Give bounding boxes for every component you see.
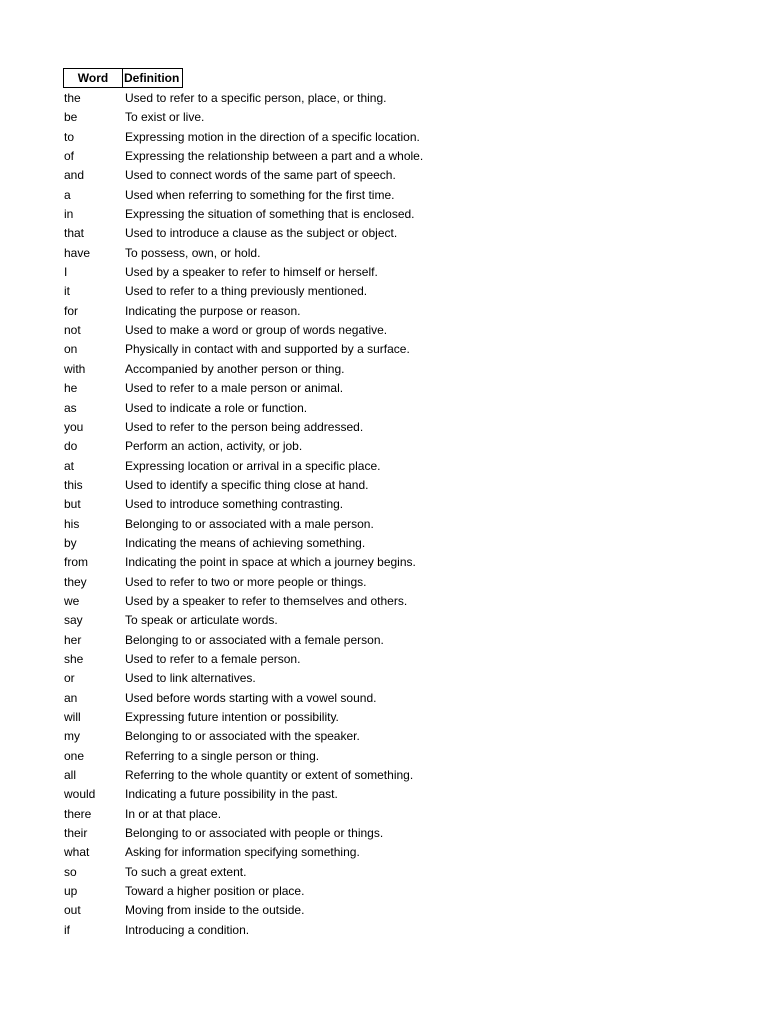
word-cell[interactable]: do (64, 439, 78, 454)
word-cell[interactable]: he (64, 381, 78, 396)
table-row (63, 476, 483, 495)
definition-cell[interactable]: Belonging to or associated with a female person. (125, 632, 384, 647)
table-row (63, 379, 483, 398)
definition-cell[interactable]: Used to connect words of the same part of speech. (125, 168, 396, 183)
word-cell[interactable]: and (64, 168, 85, 183)
definition-cell[interactable]: Toward a higher position or place. (125, 884, 305, 899)
definition-cell[interactable]: Used by a speaker to refer to themselves and others. (125, 593, 408, 608)
word-cell[interactable]: on (64, 342, 78, 357)
table-row (63, 321, 483, 340)
table-row (63, 437, 483, 456)
definition-cell[interactable]: Used to refer to two or more people or things. (125, 574, 367, 589)
word-cell[interactable]: I (64, 265, 68, 280)
word-cell[interactable]: out (64, 903, 81, 918)
word-cell[interactable]: that (64, 226, 85, 241)
definition-cell[interactable]: Used to make a word or group of words negative. (125, 323, 388, 338)
table-row (63, 147, 483, 166)
definition-cell[interactable]: Expressing the relationship between a part and a whole. (125, 149, 424, 164)
table-row (63, 205, 483, 224)
definition-cell[interactable]: Used to refer to the person being addressed. (125, 419, 364, 434)
table-row (63, 553, 483, 572)
definition-cell[interactable]: Used to identify a specific thing close at hand. (125, 477, 369, 492)
table-row (63, 901, 483, 920)
word-cell[interactable]: will (64, 710, 81, 724)
word-cell[interactable]: my (64, 729, 80, 744)
table-row (63, 108, 483, 127)
table-header-row (63, 68, 483, 88)
word-cell[interactable]: we (64, 593, 80, 608)
word-cell[interactable]: at (64, 458, 75, 473)
definition-cell[interactable]: To speak or articulate words. (125, 613, 278, 628)
definition-cell[interactable]: Referring to a single person or thing. (125, 748, 320, 763)
word-cell[interactable]: what (64, 845, 90, 860)
word-cell[interactable]: for (64, 303, 79, 318)
word-cell[interactable]: there (64, 806, 92, 821)
definition-cell[interactable]: To exist or live. (125, 110, 205, 125)
word-cell[interactable]: an (64, 690, 78, 705)
table-row (63, 302, 483, 321)
table-row (63, 263, 483, 282)
definition-cell[interactable]: Referring to the whole quantity or extent of something. (125, 768, 414, 783)
word-definition-table (63, 68, 483, 940)
definition-cell[interactable]: Used to introduce a clause as the subject or object. (125, 226, 398, 241)
word-cell[interactable]: they (64, 574, 87, 589)
table-row (63, 766, 483, 785)
table-row (63, 863, 483, 882)
definition-cell[interactable]: Used to refer to a specific person, place, or thing. (125, 91, 387, 105)
table-row (63, 650, 483, 669)
table-row (63, 611, 483, 630)
word-cell[interactable]: have (64, 245, 91, 260)
table-row (63, 224, 483, 243)
definition-cell[interactable]: Expressing future intention or possibility. (125, 710, 339, 724)
definition-cell[interactable]: Perform an action, activity, or job. (125, 439, 303, 454)
word-cell[interactable]: the (64, 91, 81, 105)
word-cell[interactable]: to (64, 129, 75, 144)
table-row (63, 921, 483, 940)
table-row (63, 573, 483, 592)
definition-cell[interactable]: Accompanied by another person or thing. (125, 361, 345, 376)
definition-cell[interactable]: Belonging to or associated with the speaker. (125, 729, 360, 744)
table-row (63, 360, 483, 379)
word-cell[interactable]: not (64, 323, 81, 338)
definition-cell[interactable]: To possess, own, or hold. (125, 245, 261, 260)
definition-cell[interactable]: Used to indicate a role or function. (125, 400, 308, 415)
definition-cell[interactable]: Belonging to or associated with a male person. (125, 516, 374, 531)
definition-cell[interactable]: Belonging to or associated with people or things. (125, 826, 384, 841)
table-row (63, 708, 483, 727)
word-cell[interactable]: as (64, 400, 77, 415)
word-cell[interactable]: if (64, 922, 70, 937)
table-row (63, 515, 483, 534)
word-cell[interactable]: one (64, 748, 85, 763)
definition-cell[interactable]: To such a great extent. (125, 864, 247, 879)
definition-cell[interactable]: Used to link alternatives. (125, 671, 256, 686)
word-cell[interactable]: say (64, 613, 83, 628)
definition-cell[interactable]: Used to introduce something contrasting. (125, 497, 344, 512)
table-row (63, 166, 483, 185)
definition-cell[interactable]: Used to refer to a thing previously mentioned. (125, 284, 368, 299)
definition-cell[interactable]: Used before words starting with a vowel sound. (125, 690, 377, 705)
header-word[interactable]: Word (63, 68, 123, 88)
table-row (63, 89, 483, 108)
word-cell[interactable]: up (64, 884, 78, 899)
word-cell[interactable]: a (64, 187, 71, 202)
table-row (63, 186, 483, 205)
table-row (63, 843, 483, 862)
table-row (63, 495, 483, 514)
table-row (63, 244, 483, 263)
word-cell[interactable]: by (64, 535, 77, 550)
table-row (63, 747, 483, 766)
table-row (63, 882, 483, 901)
definition-cell[interactable]: Expressing the situation of something that is enclosed. (125, 207, 415, 222)
word-cell[interactable]: it (64, 284, 70, 299)
word-cell[interactable]: would (64, 787, 96, 802)
table-row (63, 418, 483, 437)
header-definition[interactable]: Definition (122, 68, 183, 88)
definition-cell[interactable]: Physically in contact with and supported by a surface. (125, 342, 410, 357)
table-row (63, 592, 483, 611)
definition-cell[interactable]: Expressing motion in the direction of a specific location. (125, 129, 420, 144)
definition-cell[interactable]: Indicating the means of achieving something. (125, 535, 366, 550)
word-cell[interactable]: so (64, 864, 77, 879)
word-cell[interactable]: their (64, 826, 88, 841)
word-cell[interactable]: her (64, 632, 82, 647)
definition-cell[interactable]: Indicating a future possibility in the past. (125, 787, 338, 802)
table-row (63, 689, 483, 708)
table-row (63, 669, 483, 688)
word-cell[interactable]: with (64, 361, 86, 376)
definition-cell[interactable]: Used when referring to something for the first time. (125, 187, 395, 202)
table-row (63, 340, 483, 359)
word-cell[interactable]: but (64, 497, 81, 512)
definition-cell[interactable]: Expressing location or arrival in a specific place. (125, 458, 381, 473)
word-cell[interactable]: she (64, 651, 84, 666)
word-cell[interactable]: you (64, 419, 84, 434)
table-row (63, 399, 483, 418)
table-row (63, 457, 483, 476)
definition-cell[interactable]: Used to refer to a female person. (125, 651, 301, 666)
word-cell[interactable]: be (64, 110, 78, 125)
word-cell[interactable]: his (64, 516, 80, 531)
word-cell[interactable]: this (64, 477, 83, 492)
word-cell[interactable]: in (64, 207, 74, 222)
table-row (63, 631, 483, 650)
word-cell[interactable]: or (64, 671, 75, 686)
table-row (63, 128, 483, 147)
table-row (63, 785, 483, 804)
table-body (63, 89, 483, 940)
word-cell[interactable]: from (64, 555, 88, 570)
definition-cell[interactable]: Used by a speaker to refer to himself or herself. (125, 265, 378, 280)
definition-cell[interactable]: Asking for information specifying something. (125, 845, 360, 860)
word-cell[interactable]: all (64, 768, 77, 783)
table-row (63, 282, 483, 301)
definition-cell[interactable]: Introducing a condition. (125, 922, 250, 937)
definition-cell[interactable]: Indicating the point in space at which a journey begins. (125, 555, 416, 570)
table-row (63, 805, 483, 824)
definition-cell[interactable]: Moving from inside to the outside. (125, 903, 305, 918)
table-row (63, 824, 483, 843)
definition-cell[interactable]: In or at that place. (125, 806, 222, 821)
word-cell[interactable]: of (64, 149, 75, 164)
table-row (63, 534, 483, 553)
definition-cell[interactable]: Indicating the purpose or reason. (125, 303, 301, 318)
table-row (63, 727, 483, 746)
definition-cell[interactable]: Used to refer to a male person or animal. (125, 381, 344, 396)
